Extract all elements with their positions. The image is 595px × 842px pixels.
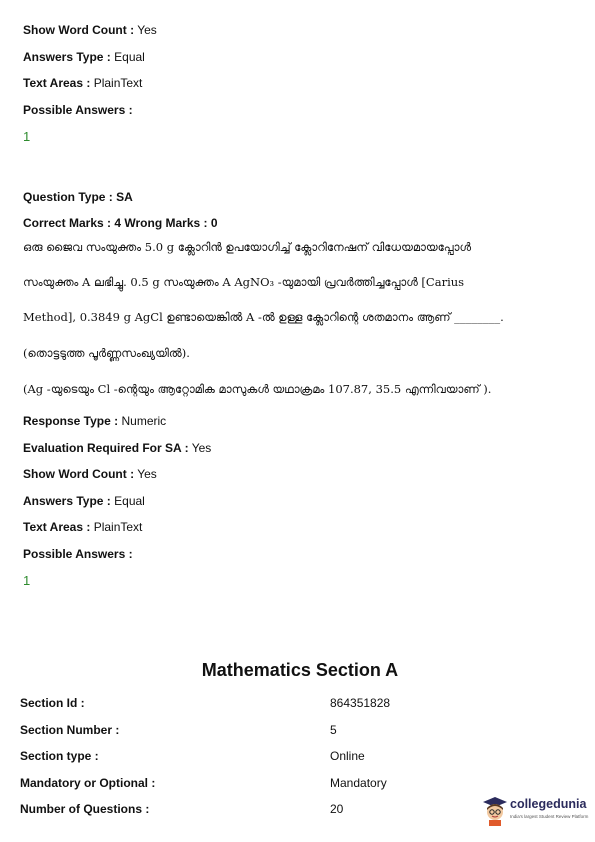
show-word-count-row xyxy=(23,23,157,37)
question-text-line: സംയുക്തം A ലഭിച്ചു. 0.5 g സംയുക്തം A AgNO₃ -യുമായി പ്രവർത്തിച്ചപ്പോൾ [Carius xyxy=(23,275,465,289)
show-word-count-row xyxy=(23,467,157,481)
marks-row: Correct Marks : 4 Wrong Marks : 0 xyxy=(23,216,218,230)
answers-type-row xyxy=(23,494,145,508)
field-label: Response Type : xyxy=(23,414,119,428)
evaluation-row xyxy=(23,441,211,455)
field-value: Yes xyxy=(191,441,212,455)
text-areas-row xyxy=(23,76,142,90)
field-value: Yes xyxy=(137,23,157,37)
answers-type-row xyxy=(23,50,145,64)
field-value: SA xyxy=(116,190,133,204)
possible-answer-value: 1 xyxy=(23,573,31,588)
question-text-line: ഒരു ജൈവ സംയുക്തം 5.0 g ക്ലോറിൻ ഉപയോഗിച്ച് ക്ലോറിനേഷന് വിധേയമായപ്പോൾ xyxy=(23,240,471,254)
section-info-label: Number of Questions : xyxy=(20,802,150,816)
possible-answers-row xyxy=(23,547,133,561)
section-info-value: 20 xyxy=(330,802,344,816)
field-label: Question Type : xyxy=(23,190,113,204)
section-info-label: Mandatory or Optional : xyxy=(20,776,156,790)
field-label: Text Areas : xyxy=(23,520,91,534)
possible-answer-value: 1 xyxy=(23,129,31,144)
section-info-label: Section Id : xyxy=(20,696,85,710)
question-text-line: (Ag -യുടെയും Cl -ന്റെയും ആറ്റോമിക മാസുകൾ യഥാക്രമം 107.87, 35.5 എന്നിവയാണ് ). xyxy=(23,382,492,396)
field-label: Text Areas : xyxy=(23,76,91,90)
possible-answers-row xyxy=(23,103,133,117)
section-info-value: Online xyxy=(330,749,365,763)
field-label: Answers Type : xyxy=(23,494,111,508)
field-value: PlainText xyxy=(93,76,143,90)
field-value: Yes xyxy=(137,467,157,481)
field-value: Equal xyxy=(114,494,145,508)
section-info-label: Section Number : xyxy=(20,723,120,737)
section-title: Mathematics Section A xyxy=(201,660,399,680)
text-areas-row xyxy=(23,520,142,534)
section-info-label: Section type : xyxy=(20,749,99,763)
logo-brand-text: collegedunia xyxy=(510,797,587,811)
field-label: Possible Answers : xyxy=(23,547,133,561)
section-info-value: Mandatory xyxy=(330,776,387,790)
logo-tagline: India's largest Student Review Platform xyxy=(510,814,589,819)
field-value: Equal xyxy=(114,50,145,64)
field-label: Show Word Count : xyxy=(23,23,135,37)
field-label: Possible Answers : xyxy=(23,103,133,117)
collegedunia-logo xyxy=(480,794,590,828)
question-type-row xyxy=(23,190,133,204)
field-value: PlainText xyxy=(93,520,143,534)
section-info-value: 864351828 xyxy=(330,696,391,710)
field-label: Show Word Count : xyxy=(23,467,135,481)
field-label: Evaluation Required For SA : xyxy=(23,441,189,455)
question-text-line: (തൊട്ടടുത്ത പൂർണ്ണസംഖ്യയിൽ). xyxy=(23,346,190,360)
section-info-value: 5 xyxy=(330,723,337,737)
field-value: Numeric xyxy=(121,414,167,428)
question-text-line: Method], 0.3849 g AgCl ഉണ്ടായെങ്കിൽ A -ൽ ഉള്ള ക്ലോറിന്റെ ശതമാനം ആണ് ________. xyxy=(23,310,504,324)
graduate-mascot-icon xyxy=(480,794,510,826)
field-label: Answers Type : xyxy=(23,50,111,64)
response-type-row xyxy=(23,414,166,428)
